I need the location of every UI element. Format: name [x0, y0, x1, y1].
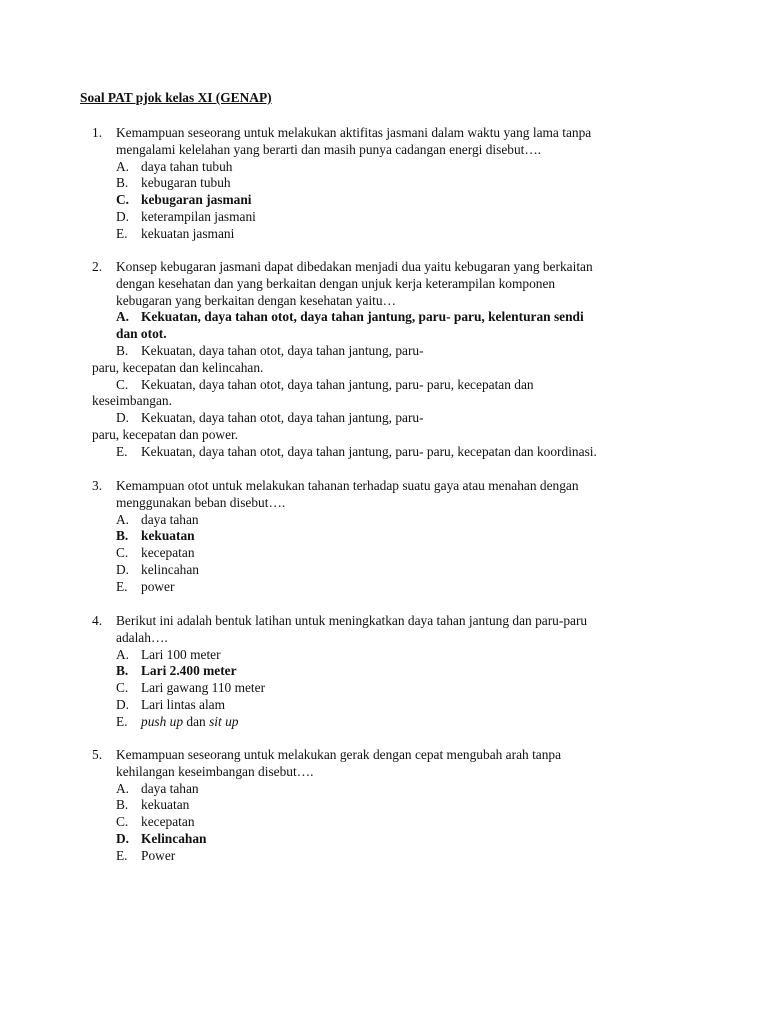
option-text: kekuatan: [141, 797, 190, 813]
option-letter: E.: [116, 847, 128, 863]
question-line: Berikut ini adalah bentuk latihan untuk meningkatkan daya tahan jantung dan paru-paru: [116, 613, 588, 628]
option-letter: B.: [116, 175, 129, 191]
option-letter: E.: [116, 713, 128, 729]
option-letter: C.: [116, 545, 129, 561]
option-text: dan: [183, 713, 210, 729]
option-letter: C.: [116, 814, 129, 830]
option-letter: E.: [116, 443, 128, 459]
question-text: [116, 125, 692, 159]
option-b-answer: [116, 663, 692, 680]
option-c: [116, 680, 692, 697]
question-line: Kemampuan seseorang untuk melakukan aktifitas jasmani dalam waktu yang lama tanpa: [116, 125, 592, 140]
option-a-continuation: dan otot.: [116, 326, 167, 342]
option-c: [116, 377, 692, 394]
option-c: [116, 814, 692, 831]
option-c-answer: [116, 192, 692, 209]
option-text: Kekuatan, daya tahan otot, daya tahan jantung, paru-: [141, 342, 424, 358]
option-text: keterampilan jasmani: [141, 208, 256, 224]
question-number: 5.: [92, 747, 103, 762]
option-letter: C.: [116, 376, 129, 392]
question-2: [92, 259, 692, 461]
option-text: kebugaran tubuh: [141, 175, 231, 191]
option-text: daya tahan: [141, 511, 199, 527]
option-letter: B.: [116, 797, 129, 813]
option-letter: A.: [116, 309, 130, 325]
option-text: Lari 2.400 meter: [141, 663, 237, 679]
question-text: [116, 478, 692, 512]
question-line: menggunakan beban disebut….: [116, 494, 286, 510]
option-text: kekuatan: [141, 528, 195, 544]
option-list: [116, 781, 692, 865]
question-3: [92, 478, 692, 596]
option-letter: A.: [116, 780, 130, 796]
option-letter: D.: [116, 208, 130, 224]
question-line: kehilangan keseimbangan disebut….: [116, 763, 314, 779]
question-text: [116, 747, 692, 781]
option-text: kecepatan: [141, 814, 195, 830]
option-letter: A.: [116, 646, 130, 662]
option-e: [116, 579, 692, 596]
option-d: [116, 562, 692, 579]
option-text: Kekuatan, daya tahan otot, daya tahan jantung, paru- paru, kelenturan sendi: [141, 309, 584, 325]
question-line: Konsep kebugaran jasmani dapat dibedakan menjadi dua yaitu kebugaran yang berkaitan: [116, 259, 593, 274]
option-text: Kekuatan, daya tahan otot, daya tahan jantung, paru- paru, kecepatan dan koordinasi.: [141, 443, 597, 459]
option-d: [116, 209, 692, 226]
question-4: [92, 613, 692, 731]
option-a: [116, 781, 692, 798]
option-letter: D.: [116, 561, 130, 577]
option-letter: D.: [116, 696, 130, 712]
question-line: dengan kesehatan dan yang berkaitan dengan unjuk kerja keterampilan komponen: [116, 275, 556, 291]
option-d: [116, 410, 692, 427]
option-e: [116, 226, 692, 243]
option-letter: A.: [116, 158, 130, 174]
option-d-answer: [116, 831, 692, 848]
option-c: [116, 545, 692, 562]
option-list: [92, 309, 692, 460]
question-line: adalah….: [116, 629, 168, 645]
option-d-continuation: paru, kecepatan dan power.: [92, 426, 239, 442]
question-1: [92, 125, 692, 243]
question-line: mengalami kelelahan yang berarti dan masih punya cadangan energi disebut….: [116, 141, 542, 157]
option-letter: C.: [116, 680, 129, 696]
option-b: [116, 175, 692, 192]
question-text: [116, 259, 692, 309]
option-letter: D.: [116, 830, 130, 846]
option-a-answer: [116, 309, 692, 326]
option-e: [116, 848, 692, 865]
option-a: [116, 647, 692, 664]
document-title: Soal PAT pjok kelas XI (GENAP): [80, 90, 272, 105]
option-e: [116, 444, 692, 461]
option-letter: C.: [116, 192, 130, 208]
option-text: daya tahan: [141, 780, 199, 796]
option-text: Power: [141, 847, 176, 863]
option-letter: E.: [116, 578, 128, 594]
option-text: kebugaran jasmani: [141, 192, 252, 208]
option-letter: D.: [116, 410, 130, 426]
question-number: 3.: [92, 478, 103, 493]
option-text: Kelincahan: [141, 830, 207, 846]
option-letter: E.: [116, 225, 128, 241]
option-letter: B.: [116, 663, 129, 679]
option-b: [116, 343, 692, 360]
option-d: [116, 697, 692, 714]
option-letter: B.: [116, 528, 129, 544]
option-c-continuation: keseimbangan.: [92, 393, 172, 409]
option-list: [116, 512, 692, 596]
option-e: [116, 714, 692, 731]
question-number: 2.: [92, 259, 103, 274]
option-b-continuation: paru, kecepatan dan kelincahan.: [92, 359, 264, 375]
option-b: [116, 797, 692, 814]
option-text: kecepatan: [141, 545, 195, 561]
option-text: Lari gawang 110 meter: [141, 680, 266, 696]
option-text: Lari 100 meter: [141, 646, 221, 662]
option-text-italic: sit up: [209, 713, 239, 729]
option-text-italic: push up: [141, 713, 184, 729]
option-text: kekuatan jasmani: [141, 225, 235, 241]
question-number: 1.: [92, 125, 103, 140]
option-text: power: [141, 578, 175, 594]
question-line: kebugaran yang berkaitan dengan kesehatan yaitu…: [116, 292, 396, 308]
question-number: 4.: [92, 613, 103, 628]
question-5: [92, 747, 692, 865]
option-list: [116, 159, 692, 243]
option-letter: B.: [116, 342, 129, 358]
option-text: kelincahan: [141, 561, 199, 577]
option-a: [116, 512, 692, 529]
question-line: Kemampuan otot untuk melakukan tahanan terhadap suatu gaya atau menahan dengan: [116, 478, 579, 493]
option-b-answer: [116, 528, 692, 545]
option-text: daya tahan tubuh: [141, 158, 233, 174]
option-letter: A.: [116, 511, 130, 527]
question-text: [116, 613, 692, 647]
option-list: [116, 647, 692, 731]
option-text: Lari lintas alam: [141, 696, 226, 712]
question-line: Kemampuan seseorang untuk melakukan gerak dengan cepat mengubah arah tanpa: [116, 747, 562, 762]
option-text: Kekuatan, daya tahan otot, daya tahan jantung, paru-: [141, 410, 424, 426]
option-a: [116, 159, 692, 176]
option-text: Kekuatan, daya tahan otot, daya tahan jantung, paru- paru, kecepatan dan: [141, 376, 534, 392]
